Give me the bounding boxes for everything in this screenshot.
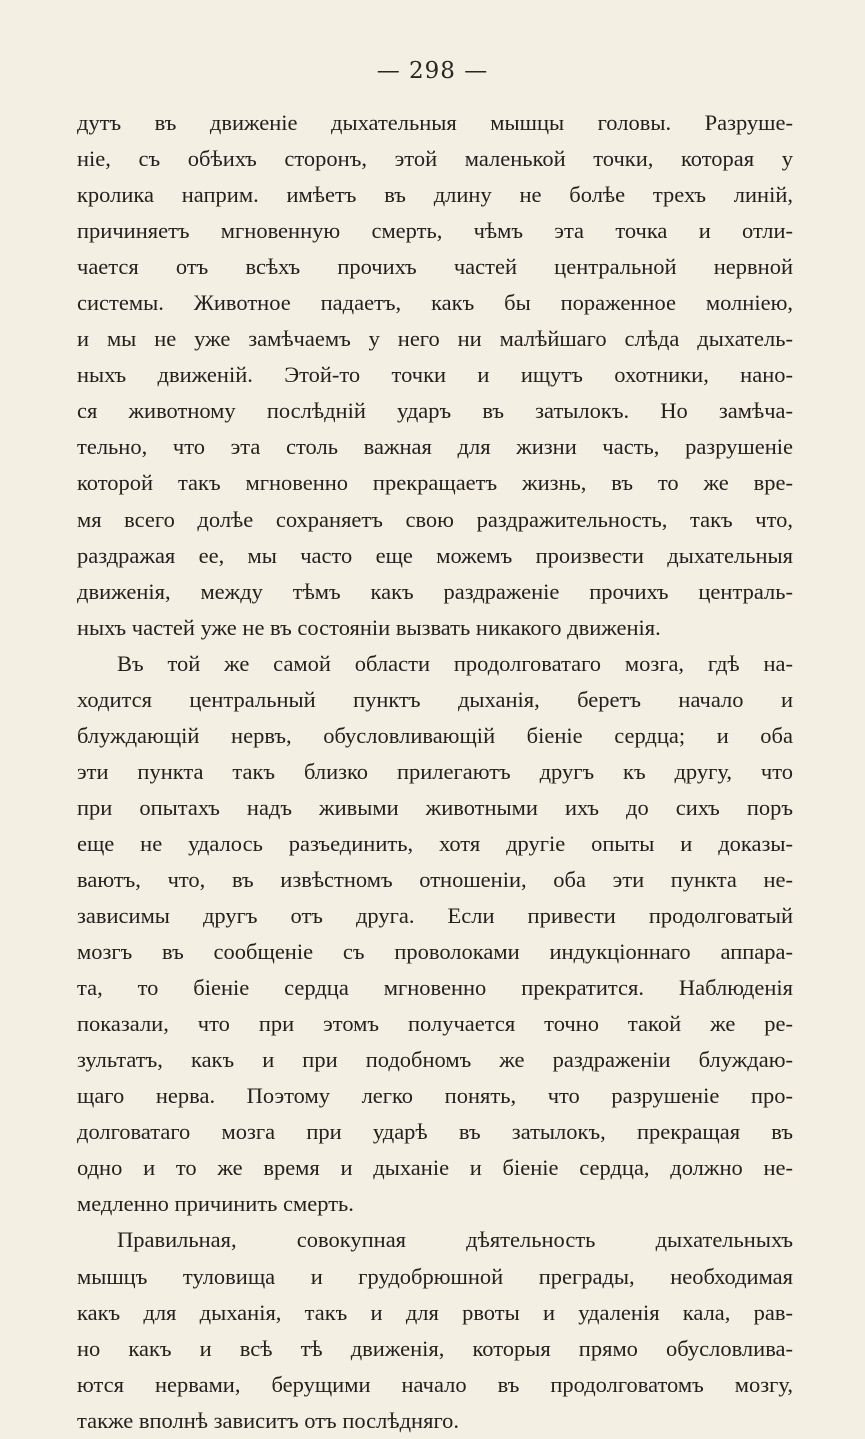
- text-line: раздражая ее, мы часто еще можемъ произвести дыхательныя: [77, 542, 793, 568]
- text-line: причиняетъ мгновенную смерть, чѣмъ эта точка и отли-: [77, 218, 793, 244]
- text-line: медленно причинить смерть.: [77, 1191, 354, 1217]
- text-line: блуждающій нервъ, обусловливающій біеніе сердца; и оба: [77, 722, 793, 748]
- body-text: [77, 105, 793, 1439]
- text-line: ются нервами, берущими начало въ продолговатомъ мозгу,: [77, 1371, 793, 1397]
- text-line: ніе, съ обѣихъ сторонъ, этой маленькой точки, которая у: [77, 146, 793, 172]
- text-line: и мы не уже замѣчаемъ у него ни малѣйшаго слѣда дыхатель-: [77, 326, 793, 352]
- text-line: долговатаго мозга при ударѣ въ затылокъ, прекращая въ: [77, 1119, 793, 1145]
- text-line: одно и то же время и дыханіе и біеніе сердца, должно не-: [77, 1155, 793, 1181]
- text-line: движенія, между тѣмъ какъ раздраженіе прочихъ централь-: [77, 578, 793, 604]
- text-line: ныхъ движеній. Этой-то точки и ищутъ охотники, нано-: [77, 362, 793, 388]
- text-line: зультатъ, какъ и при подобномъ же раздраженіи блуждаю-: [77, 1047, 793, 1073]
- text-line: какъ для дыханія, такъ и для рвоты и удаленія кала, рав-: [77, 1299, 793, 1325]
- text-line: еще не удалось разъединить, хотя другіе опыты и доказы-: [77, 830, 793, 856]
- text-line: щаго нерва. Поэтому легко понять, что разрушеніе про-: [77, 1083, 793, 1109]
- text-line: но какъ и всѣ тѣ движенія, которыя прямо обусловлива-: [77, 1335, 793, 1361]
- text-line: системы. Животное падаетъ, какъ бы пораженное молніею,: [77, 290, 793, 316]
- page-number: — 298 —: [376, 58, 489, 84]
- text-line: чается отъ всѣхъ прочихъ частей центральной нервной: [77, 254, 793, 280]
- text-line: кролика наприм. имѣетъ въ длину не болѣе трехъ линій,: [77, 182, 793, 208]
- text-line: ходится центральный пунктъ дыханія, беретъ начало и: [77, 686, 793, 712]
- text-line: ныхъ частей уже не въ состояніи вызвать никакого движенія.: [77, 614, 661, 640]
- text-line: дутъ въ движеніе дыхательныя мышцы головы. Разруше-: [77, 110, 793, 135]
- text-line: мя всего долѣе сохраняетъ свою раздражительность, такъ что,: [77, 506, 793, 532]
- text-line: эти пункта такъ близко прилегаютъ другъ къ другу, что: [77, 758, 793, 784]
- text-line: зависимы другъ отъ друга. Если привести продолговатый: [77, 903, 793, 929]
- text-line: мышцъ туловища и грудобрюшной преграды, необходимая: [77, 1263, 793, 1289]
- text-line: показали, что при этомъ получается точно такой же ре-: [77, 1011, 793, 1037]
- text-line: тельно, что эта столь важная для жизни часть, разрушеніе: [77, 434, 793, 460]
- text-line: Въ той же самой области продолговатаго мозга, гдѣ на-: [117, 650, 793, 676]
- text-line: ся животному послѣдній ударъ въ затылокъ. Но замѣча-: [77, 398, 793, 424]
- text-line: мозгъ въ сообщеніе съ проволоками индукціоннаго аппара-: [77, 939, 793, 965]
- text-line: ваютъ, что, въ извѣстномъ отношеніи, оба эти пункта не-: [77, 866, 793, 892]
- text-line: та, то біеніе сердца мгновенно прекратится. Наблюденія: [77, 975, 793, 1001]
- text-line: при опытахъ надъ живыми животными ихъ до сихъ поръ: [77, 794, 793, 820]
- text-line: которой такъ мгновенно прекращаетъ жизнь, въ то же вре-: [77, 470, 793, 496]
- text-line: Правильная, совокупная дѣятельность дыхательныхъ: [117, 1227, 793, 1253]
- text-line: также вполнѣ зависитъ отъ послѣдняго.: [77, 1407, 459, 1433]
